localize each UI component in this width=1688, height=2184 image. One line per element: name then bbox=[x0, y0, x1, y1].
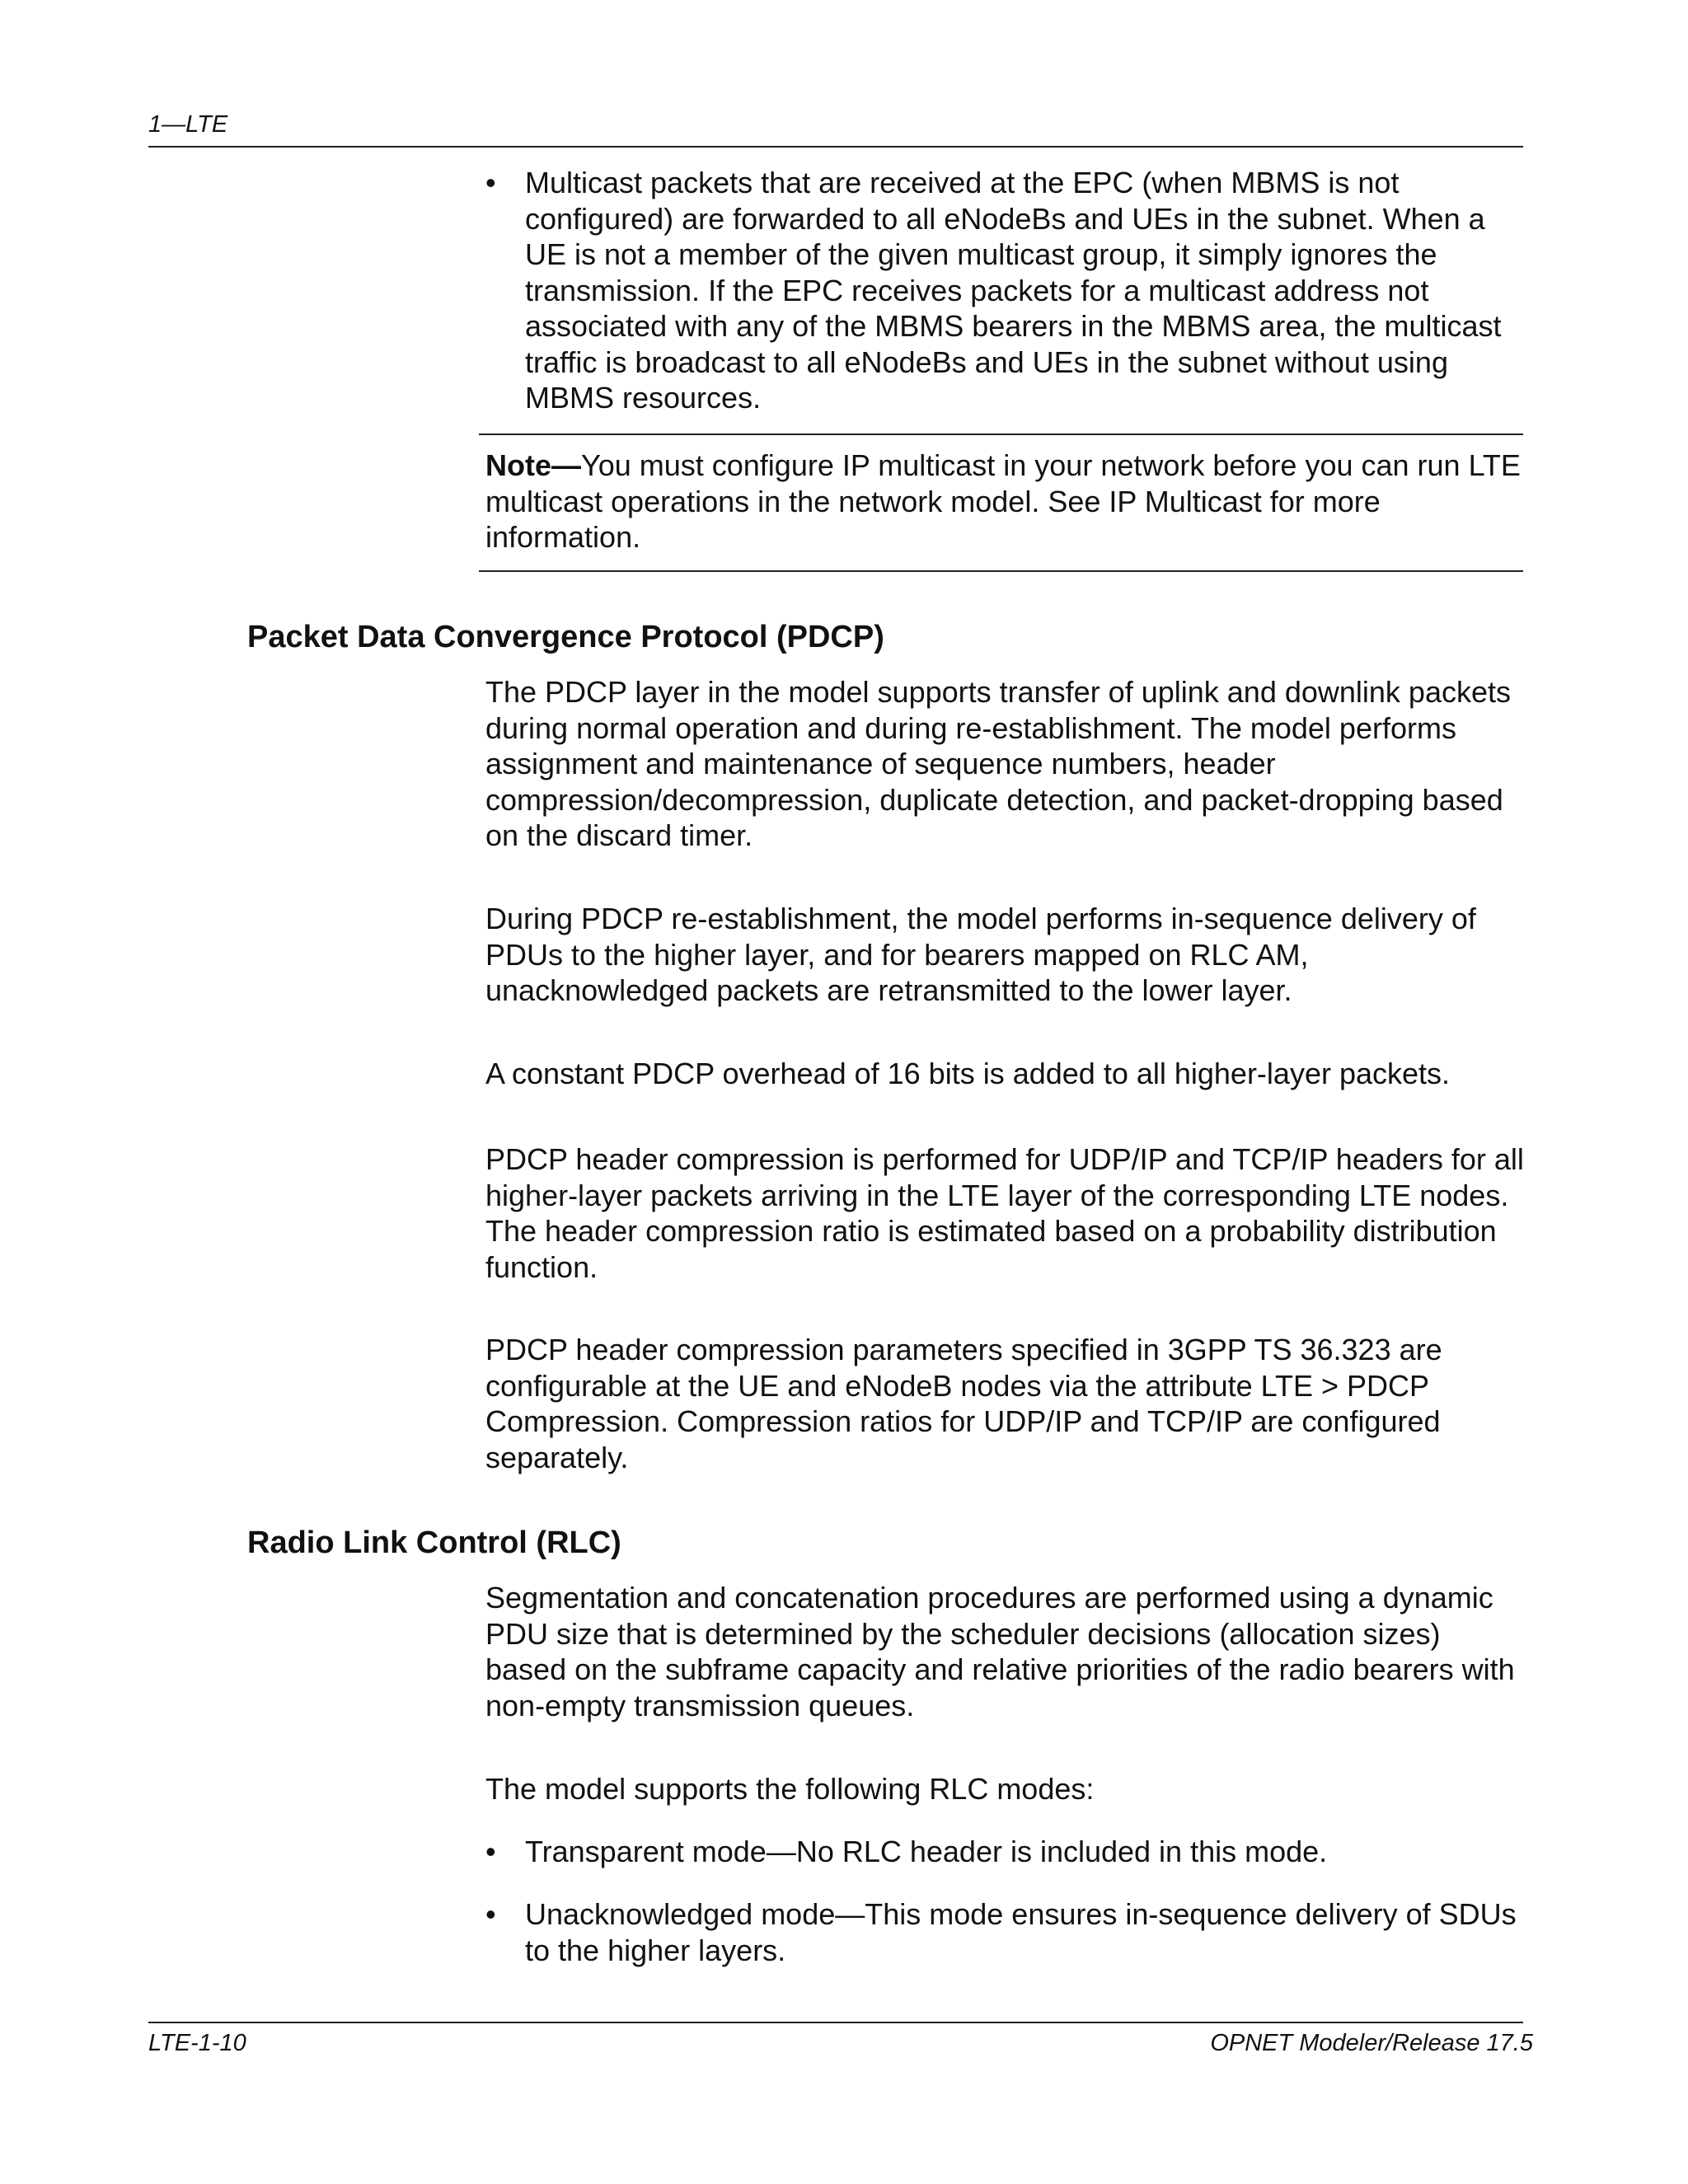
bullet-marker: • bbox=[485, 1835, 496, 1868]
header-rule bbox=[148, 146, 1523, 148]
note-lead: Note— bbox=[485, 448, 581, 482]
pdcp-paragraph-2: During PDCP re-establishment, the model performs in-sequence delivery of PDUs to the higher layer, and for bearers mapped on RLC AM, unacknowledged packets are retransmitted to the lower layer. bbox=[485, 902, 1476, 1007]
pdcp-paragraph-3: A constant PDCP overhead of 16 bits is added to all higher-layer packets. bbox=[485, 1057, 1451, 1090]
note-top-rule bbox=[479, 434, 1523, 435]
bullet-marker: • bbox=[485, 1897, 496, 1931]
rlc-paragraph-2: The model supports the following RLC modes: bbox=[485, 1772, 1095, 1806]
note-paragraph bbox=[485, 448, 1528, 555]
rlc-mode-text: Unacknowledged mode—This mode ensures in-sequence delivery of SDUs to the higher layers. bbox=[525, 1897, 1517, 1967]
bullet-marker: • bbox=[485, 166, 496, 199]
rlc-heading: Radio Link Control (RLC) bbox=[247, 1526, 621, 1560]
pdcp-paragraph-1: The PDCP layer in the model supports transfer of uplink and downlink packets during normal operation and during re-establishment. The model performs assignment and maintenance of sequence numbers, header compression/decompression, duplicate detection, and packet-dropping based on the discard timer. bbox=[485, 675, 1511, 852]
pdcp-paragraph-5: PDCP header compression parameters specified in 3GPP TS 36.323 are configurable at the UE and eNodeB nodes via the attribute LTE > PDCP Compression. Compression ratios for UDP/IP and TCP/IP are configured separately. bbox=[485, 1333, 1442, 1474]
running-header: 1—LTE bbox=[148, 111, 228, 138]
footer-product: OPNET Modeler/Release 17.5 bbox=[1210, 2030, 1533, 2056]
footer-page-number: LTE-1-10 bbox=[148, 2030, 246, 2056]
rlc-mode-text: Transparent mode—No RLC header is included in this mode. bbox=[525, 1835, 1328, 1868]
note-text: You must configure IP multicast in your network before you can run LTE multicast operations in the network model. See IP Multicast for more information. bbox=[485, 448, 1521, 554]
pdcp-heading: Packet Data Convergence Protocol (PDCP) bbox=[247, 620, 884, 654]
bullet-text: Multicast packets that are received at the EPC (when MBMS is not configured) are forwarded to all eNodeBs and UEs in the subnet. When a UE is not a member of the given multicast group, it simply ignores the transmission. If the EPC receives packets for a multicast address not associated with any of the MBMS bearers in the MBMS area, the multicast traffic is broadcast to all eNodeBs and UEs in the subnet without using MBMS resources. bbox=[525, 166, 1502, 415]
note-bottom-rule bbox=[479, 570, 1523, 572]
rlc-paragraph-1: Segmentation and concatenation procedures are performed using a dynamic PDU size that is determined by the scheduler decisions (allocation sizes) based on the subframe capacity and relative priorities of the radio bearers with non-empty transmission queues. bbox=[485, 1581, 1515, 1722]
footer-rule bbox=[148, 2022, 1523, 2023]
pdcp-paragraph-4: PDCP header compression is performed for UDP/IP and TCP/IP headers for all higher-layer packets arriving in the LTE layer of the corresponding LTE nodes. The header compression ratio is estimated based on a probability distribution function. bbox=[485, 1142, 1524, 1284]
